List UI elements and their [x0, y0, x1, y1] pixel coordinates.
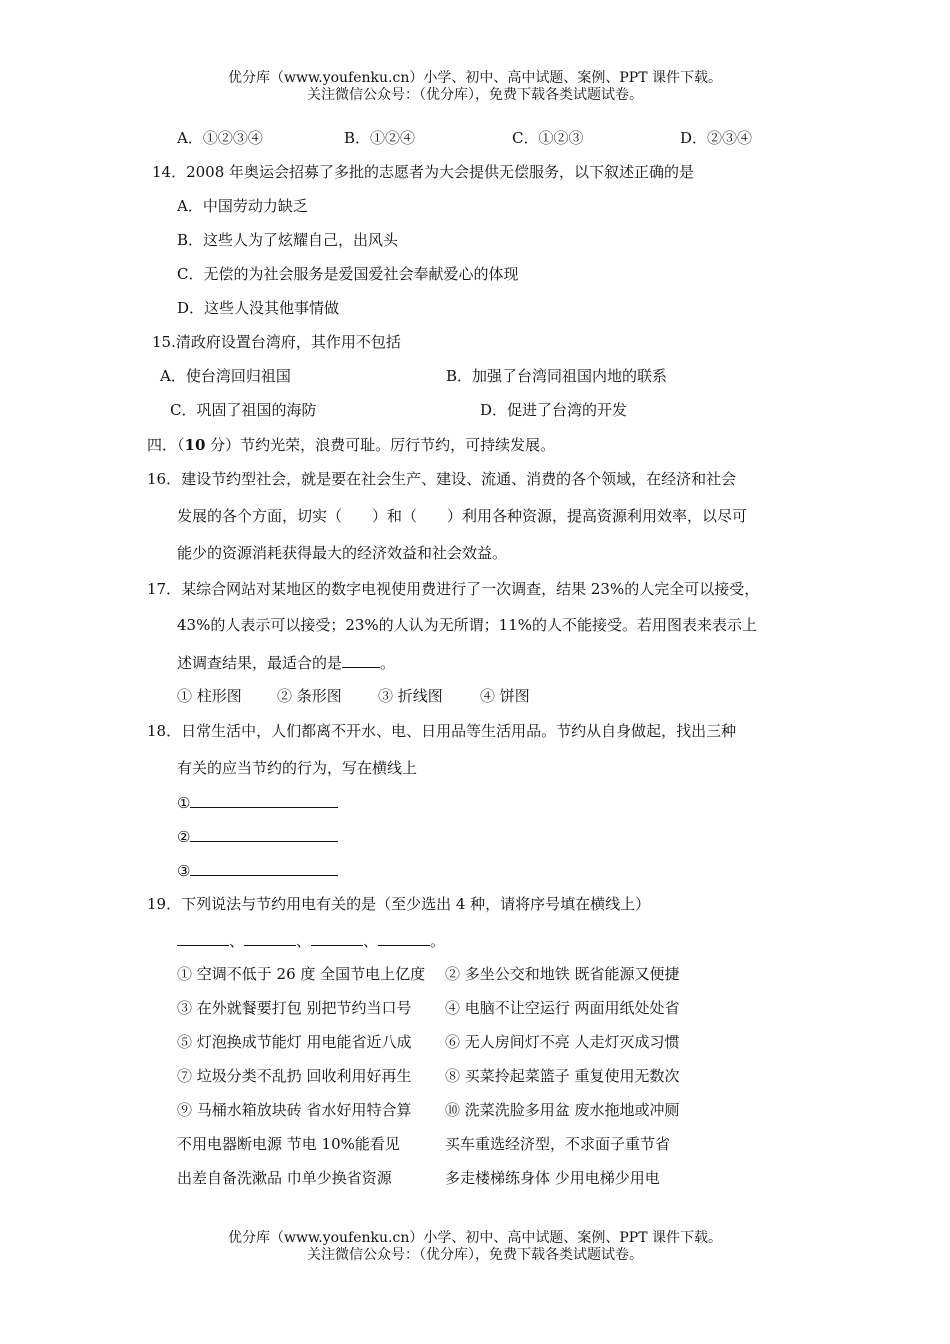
q19-sep-2: 、: [296, 932, 312, 950]
q18-blank-row-1: [177, 792, 338, 813]
q18-blank-label-3: ③: [177, 862, 191, 880]
q17-line-2: 43%的人表示可以接受；23%的人认为无所谓；11%的人不能接受。若用图表来表示上: [177, 616, 758, 634]
q19-right-item-4: ⑧ 买菜拎起菜篮子 重复使用无数次: [445, 1067, 680, 1085]
q19-blank-1[interactable]: [177, 930, 229, 946]
q15-option-d: D．促进了台湾的开发: [480, 401, 628, 419]
q17-line-3-end: 。: [380, 654, 396, 672]
q17-option-4: ④ 饼图: [480, 687, 530, 705]
q19-right-item-3: ⑥ 无人房间灯不亮 人走灯灭成习惯: [445, 1033, 680, 1051]
page-header: [0, 70, 950, 104]
section-4-prefix: 四．（: [147, 436, 185, 454]
q19-left-item-3: ⑤ 灯泡换成节能灯 用电能省近八成: [177, 1033, 412, 1051]
q18-blank-2[interactable]: [190, 826, 338, 842]
q15-stem: 15.清政府设置台湾府，其作用不包括: [152, 333, 401, 351]
q13-option-d: D．②③④: [680, 129, 753, 147]
section-4-score: 10: [184, 436, 206, 454]
q19-left-item-4: ⑦ 垃圾分类不乱扔 回收利用好再生: [177, 1067, 412, 1085]
q18-line-2: 有关的应当节约的行为，写在横线上: [177, 759, 418, 777]
q13-option-b: B．①②④: [344, 129, 416, 147]
q16-line-3: 能少的资源消耗获得最大的经济效益和社会效益。: [177, 544, 508, 562]
q15-option-b: B．加强了台湾同祖国内地的联系: [446, 367, 668, 385]
q14-option-b: B．这些人为了炫耀自己，出风头: [177, 231, 399, 249]
page-footer: [0, 1230, 950, 1264]
q17-line-1: 17．某综合网站对某地区的数字电视使用费进行了一次调查，结果 23%的人完全可以接受，: [147, 580, 760, 598]
header-line-1: 优分库（www.youfenku.cn）小学、初中、高中试题、案例、PPT 课件下载。: [227, 70, 722, 86]
q14-option-c: C．无偿的为社会服务是爱国爱社会奉献爱心的体现: [177, 265, 519, 283]
q19-answer-blanks: [177, 930, 445, 951]
q19-left-item-5: ⑨ 马桶水箱放块砖 省水好用特合算: [177, 1101, 412, 1119]
q19-left-item-6: 不用电器断电源 节电 10%能看见: [177, 1135, 400, 1153]
q14-option-d: D．这些人没其他事情做: [177, 299, 340, 317]
q19-blank-2[interactable]: [244, 930, 296, 946]
q19-left-item-1: ① 空调不低于 26 度 全国节电上亿度: [177, 965, 426, 983]
q17-option-2: ② 条形图: [277, 687, 342, 705]
q19-stem: 19．下列说法与节约用电有关的是（至少选出 4 种，请将序号填在横线上）: [147, 895, 651, 913]
q17-line-3: [177, 652, 395, 673]
q19-right-item-6: 买车重选经济型，不求面子重节省: [445, 1135, 671, 1153]
section-4-suffix: 分）节约光荣，浪费可耻。厉行节约，可持续发展。: [205, 436, 556, 454]
q19-right-item-5: ⑩ 洗菜洗脸多用盆 废水拖地或冲厕: [445, 1101, 680, 1119]
q17-option-3: ③ 折线图: [378, 687, 443, 705]
q17-option-1: ① 柱形图: [177, 687, 242, 705]
q18-blank-label-1: ①: [177, 794, 191, 812]
section-4-heading: [147, 435, 555, 455]
q18-blank-3[interactable]: [190, 860, 338, 876]
q16-line-1: 16．建设节约型社会，就是要在社会生产、建设、流通、消费的各个领域，在经济和社会: [147, 470, 737, 488]
header-line-2: 关注微信公众号：（优分库），免费下载各类试题试卷。: [307, 87, 643, 103]
q19-sep-3: 、: [363, 932, 379, 950]
q19-blank-4[interactable]: [378, 930, 430, 946]
q14-stem: 14．2008 年奥运会招募了多批的志愿者为大会提供无偿服务，以下叙述正确的是: [152, 163, 695, 181]
q19-end: 。: [430, 932, 446, 950]
q19-left-item-2: ③ 在外就餐要打包 别把节约当口号: [177, 999, 412, 1017]
q13-option-c: C．①②③: [512, 129, 584, 147]
q19-blank-3[interactable]: [311, 930, 363, 946]
q18-blank-row-2: [177, 826, 338, 847]
footer-line-1: 优分库（www.youfenku.cn）小学、初中、高中试题、案例、PPT 课件下载。: [227, 1230, 722, 1246]
q17-line-3-text: 述调查结果，最适合的是: [177, 654, 343, 672]
q13-option-a: A．①②③④: [177, 129, 263, 147]
q17-answer-blank[interactable]: [342, 652, 380, 668]
q18-line-1: 18．日常生活中，人们都离不开水、电、日用品等生活用品。节约从自身做起，找出三种: [147, 722, 737, 740]
q19-left-item-7: 出差自备洗漱品 巾单少换省资源: [177, 1169, 392, 1187]
q14-option-a: A．中国劳动力缺乏: [177, 197, 308, 215]
q19-right-item-7: 多走楼梯练身体 少用电梯少用电: [445, 1169, 660, 1187]
q15-option-a: A．使台湾回归祖国: [160, 367, 291, 385]
q15-option-c: C．巩固了祖国的海防: [170, 401, 317, 419]
q19-right-item-1: ② 多坐公交和地铁 既省能源又便捷: [445, 965, 680, 983]
footer-line-2: 关注微信公众号：（优分库），免费下载各类试题试卷。: [307, 1247, 643, 1263]
q18-blank-1[interactable]: [190, 792, 338, 808]
q19-right-item-2: ④ 电脑不让空运行 两面用纸处处省: [445, 999, 680, 1017]
q16-line-2: 发展的各个方面，切实（ ）和（ ）利用各种资源，提高资源利用效率，以尽可: [177, 507, 748, 525]
q19-sep-1: 、: [229, 932, 245, 950]
q18-blank-row-3: [177, 860, 338, 881]
q18-blank-label-2: ②: [177, 828, 191, 846]
